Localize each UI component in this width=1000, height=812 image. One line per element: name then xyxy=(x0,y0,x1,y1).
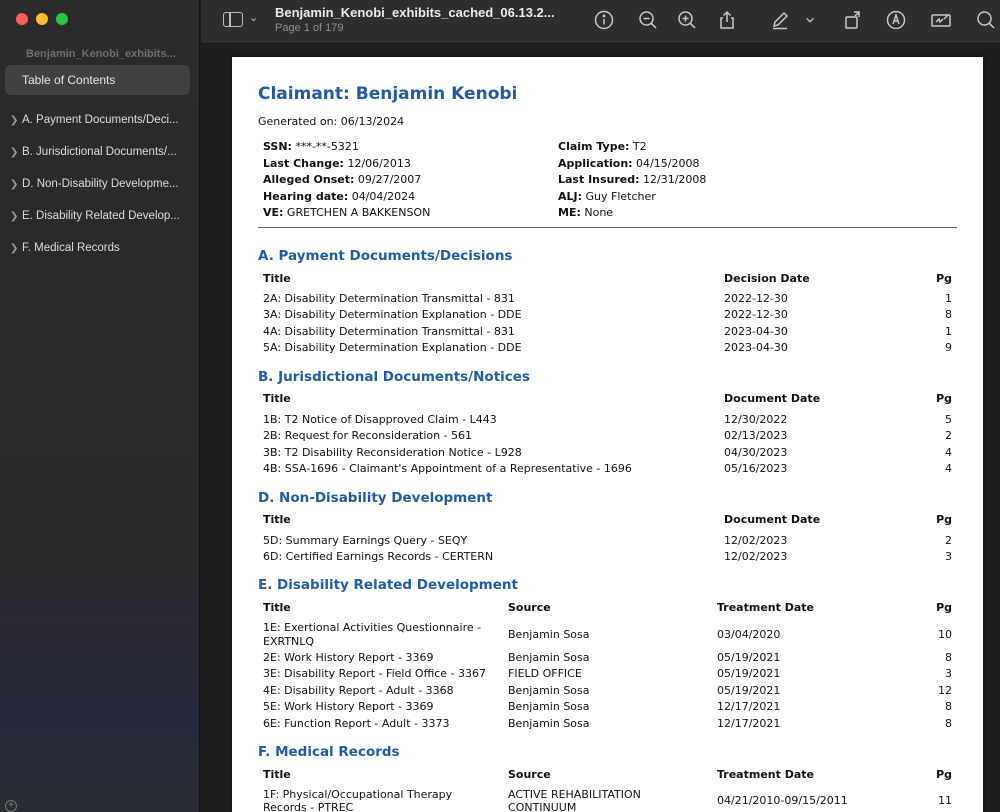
chevron-right-icon[interactable]: ❯ xyxy=(10,114,19,126)
share-icon[interactable] xyxy=(715,8,739,32)
section-heading-e: E. Disability Related Development xyxy=(258,577,518,593)
table-cell-source: ACTIVE REHABILITATION xyxy=(508,788,641,801)
info-icon[interactable] xyxy=(592,8,616,32)
table-cell-date: 2022-12-30 xyxy=(724,292,788,305)
info-row: Last Change: 12/06/2013 xyxy=(263,156,411,170)
rotate-icon[interactable] xyxy=(841,8,865,32)
info-row: Last Insured: 12/31/2008 xyxy=(558,173,707,187)
table-cell-title[interactable]: 1B: T2 Notice of Disapproved Claim - L443 xyxy=(263,413,497,426)
sidebar-item-payment-documents[interactable] xyxy=(0,104,200,136)
zoom-out-icon[interactable] xyxy=(636,8,660,32)
table-cell-title[interactable]: 2B: Request for Reconsideration - 561 xyxy=(263,429,473,442)
info-row: Application: 04/15/2008 xyxy=(558,156,700,170)
table-cell-title[interactable]: 4A: Disability Determination Transmittal - 831 xyxy=(263,325,515,338)
table-cell-title[interactable]: 3A: Disability Determination Explanation - DDE xyxy=(263,308,522,321)
table-cell-date: 04/21/2010-09/15/2011 xyxy=(717,794,848,807)
table-cell-title[interactable]: 4E: Disability Report - Adult - 3368 xyxy=(263,684,454,697)
table-cell-title[interactable]: 3E: Disability Report - Field Office - 3367 xyxy=(263,667,486,680)
table-cell-source-cont: CONTINUUM xyxy=(508,801,577,812)
table-cell-source: Benjamin Sosa xyxy=(508,717,590,730)
table-cell-title[interactable]: 5E: Work History Report - 3369 xyxy=(263,700,434,713)
sidebar-item-non-disability-development[interactable] xyxy=(0,168,200,200)
zoom-window-button[interactable] xyxy=(56,13,68,25)
chevron-right-icon[interactable]: ❯ xyxy=(10,242,19,254)
info-row: SSN: ***-**-5321 xyxy=(263,140,359,153)
table-cell-date: 04/30/2023 xyxy=(724,446,788,459)
table-cell-source: Benjamin Sosa xyxy=(508,628,590,641)
document-title: Benjamin_Kenobi_exhibits_cached_06.13.2... xyxy=(275,5,555,20)
signature-icon[interactable] xyxy=(929,8,953,32)
table-cell-title[interactable]: 5D: Summary Earnings Query - SEQY xyxy=(263,534,468,547)
sidebar-item-label: F. Medical Records xyxy=(22,242,120,254)
chevron-down-icon[interactable]: ⌄ xyxy=(249,12,259,24)
column-header-title: Title xyxy=(263,392,291,405)
sidebar-item-medical-records[interactable] xyxy=(0,232,200,264)
table-cell-source: FIELD OFFICE xyxy=(508,667,582,680)
table-cell-pg: 4 xyxy=(945,446,952,459)
table-cell-date: 2023-04-30 xyxy=(724,341,788,354)
column-header-title: Title xyxy=(263,601,291,614)
table-cell-date: 02/13/2023 xyxy=(724,429,788,442)
table-cell-date: 05/19/2021 xyxy=(717,684,781,697)
table-cell-pg: 2 xyxy=(945,534,952,547)
info-row: Claim Type: T2 xyxy=(558,140,647,153)
table-cell-pg: 4 xyxy=(945,462,952,475)
table-cell-pg: 10 xyxy=(938,628,952,641)
section-heading-f: F. Medical Records xyxy=(258,744,400,760)
sidebar-toggle-icon[interactable] xyxy=(223,12,243,27)
info-row: ME: None xyxy=(558,206,614,220)
window-controls xyxy=(16,13,68,25)
table-cell-pg: 8 xyxy=(945,651,952,664)
table-cell-title-cont[interactable]: EXRTNLQ xyxy=(263,635,315,648)
table-cell-pg: 1 xyxy=(945,325,952,338)
info-row: VE: GRETCHEN A BAKKENSON xyxy=(263,206,431,220)
table-cell-title[interactable]: 1F: Physical/Occupational Therapy xyxy=(263,788,453,801)
table-cell-pg: 12 xyxy=(938,684,952,697)
document-page xyxy=(232,57,983,812)
search-icon[interactable] xyxy=(974,8,998,32)
table-cell-title[interactable]: 2A: Disability Determination Transmittal - 831 xyxy=(263,292,515,305)
table-cell-title[interactable]: 5A: Disability Determination Explanation - DDE xyxy=(263,341,522,354)
sidebar-item-jurisdictional-documents[interactable] xyxy=(0,136,200,168)
table-cell-pg: 9 xyxy=(945,341,952,354)
column-header-date: Treatment Date xyxy=(717,768,814,781)
sidebar-outline xyxy=(0,104,200,264)
column-header-source: Source xyxy=(508,768,551,781)
table-cell-pg: 8 xyxy=(945,700,952,713)
table-cell-title[interactable]: 4B: SSA-1696 - Claimant's Appointment of a Representative - 1696 xyxy=(263,462,632,475)
table-cell-date: 12/02/2023 xyxy=(724,534,788,547)
info-row: ALJ: Guy Fletcher xyxy=(558,189,656,203)
column-header-title: Title xyxy=(263,768,291,781)
column-header-title: Title xyxy=(263,513,291,526)
minimize-window-button[interactable] xyxy=(36,13,48,25)
column-header-pg: Pg xyxy=(936,513,952,526)
claim-info-right xyxy=(558,139,706,222)
section-heading-b: B. Jurisdictional Documents/Notices xyxy=(258,369,530,385)
table-cell-title-cont[interactable]: Records - PTREC xyxy=(263,801,354,812)
sidebar-item-label: D. Non-Disability Developme... xyxy=(22,178,179,190)
markup-pen-icon[interactable] xyxy=(768,8,792,32)
info-row: Alleged Onset: 09/27/2007 xyxy=(263,173,422,187)
table-cell-source: Benjamin Sosa xyxy=(508,700,590,713)
table-cell-date: 12/17/2021 xyxy=(717,700,781,713)
column-header-pg: Pg xyxy=(936,392,952,405)
table-cell-pg: 3 xyxy=(945,667,952,680)
chevron-down-icon[interactable] xyxy=(803,8,817,32)
page-indicator: Page 1 of 179 xyxy=(275,22,344,34)
table-cell-title[interactable]: 3B: T2 Disability Reconsideration Notice - L928 xyxy=(263,446,522,459)
sidebar-item-disability-related-development[interactable] xyxy=(0,200,200,232)
toolbar xyxy=(201,0,1000,44)
table-cell-title[interactable]: 1E: Exertional Activities Questionnaire - xyxy=(263,621,482,634)
generated-date: Generated on: 06/13/2024 xyxy=(258,115,405,128)
table-cell-pg: 8 xyxy=(945,717,952,730)
table-cell-title[interactable]: 6E: Function Report - Adult - 3373 xyxy=(263,717,450,730)
chevron-right-icon[interactable]: ❯ xyxy=(10,146,19,158)
page-title: Claimant: Benjamin Kenobi xyxy=(258,84,518,104)
section-heading-a: A. Payment Documents/Decisions xyxy=(258,248,513,264)
column-header-pg: Pg xyxy=(936,601,952,614)
sidebar-item-label: E. Disability Related Develop... xyxy=(22,210,180,222)
divider xyxy=(258,227,957,228)
table-cell-date: 2022-12-30 xyxy=(724,308,788,321)
table-cell-source: Benjamin Sosa xyxy=(508,684,590,697)
table-cell-source: Benjamin Sosa xyxy=(508,651,590,664)
section-heading-d: D. Non-Disability Development xyxy=(258,490,493,506)
column-header-title: Title xyxy=(263,272,291,285)
table-cell-title[interactable]: 2E: Work History Report - 3369 xyxy=(263,651,434,664)
table-cell-pg: 11 xyxy=(938,794,952,807)
table-cell-date: 05/16/2023 xyxy=(724,462,788,475)
table-cell-pg: 2 xyxy=(945,429,952,442)
chevron-right-icon[interactable]: ❯ xyxy=(10,178,19,190)
table-cell-pg: 8 xyxy=(945,308,952,321)
table-cell-date: 12/02/2023 xyxy=(724,550,788,563)
table-cell-pg: 3 xyxy=(945,550,952,563)
add-icon[interactable]: + xyxy=(5,800,17,812)
table-cell-date: 05/19/2021 xyxy=(717,667,781,680)
close-window-button[interactable] xyxy=(16,13,28,25)
sidebar-document-title: Benjamin_Kenobi_exhibits... xyxy=(26,48,176,60)
table-cell-title[interactable]: 6D: Certified Earnings Records - CERTERN xyxy=(263,550,494,563)
annotate-icon[interactable] xyxy=(884,8,908,32)
table-cell-date: 05/19/2021 xyxy=(717,651,781,664)
column-header-date: Treatment Date xyxy=(717,601,814,614)
column-header-date: Decision Date xyxy=(724,272,810,285)
info-row: Hearing date: 04/04/2024 xyxy=(263,189,416,203)
column-header-date: Document Date xyxy=(724,513,821,526)
table-cell-pg: 5 xyxy=(945,413,952,426)
sidebar-item-label: A. Payment Documents/Deci... xyxy=(22,114,179,126)
table-cell-date: 12/30/2022 xyxy=(724,413,788,426)
chevron-right-icon[interactable]: ❯ xyxy=(10,210,19,222)
sidebar-item-label: B. Jurisdictional Documents/... xyxy=(22,146,177,158)
table-cell-date: 03/04/2020 xyxy=(717,628,781,641)
table-cell-pg: 1 xyxy=(945,292,952,305)
table-cell-date: 2023-04-30 xyxy=(724,325,788,338)
column-header-date: Document Date xyxy=(724,392,821,405)
column-header-source: Source xyxy=(508,601,551,614)
column-header-pg: Pg xyxy=(936,272,952,285)
zoom-in-icon[interactable] xyxy=(675,8,699,32)
sidebar xyxy=(0,0,200,812)
sidebar-item-table-of-contents[interactable]: Table of Contents xyxy=(5,65,190,95)
table-cell-date: 12/17/2021 xyxy=(717,717,781,730)
column-header-pg: Pg xyxy=(936,768,952,781)
claim-info-left xyxy=(263,139,430,222)
